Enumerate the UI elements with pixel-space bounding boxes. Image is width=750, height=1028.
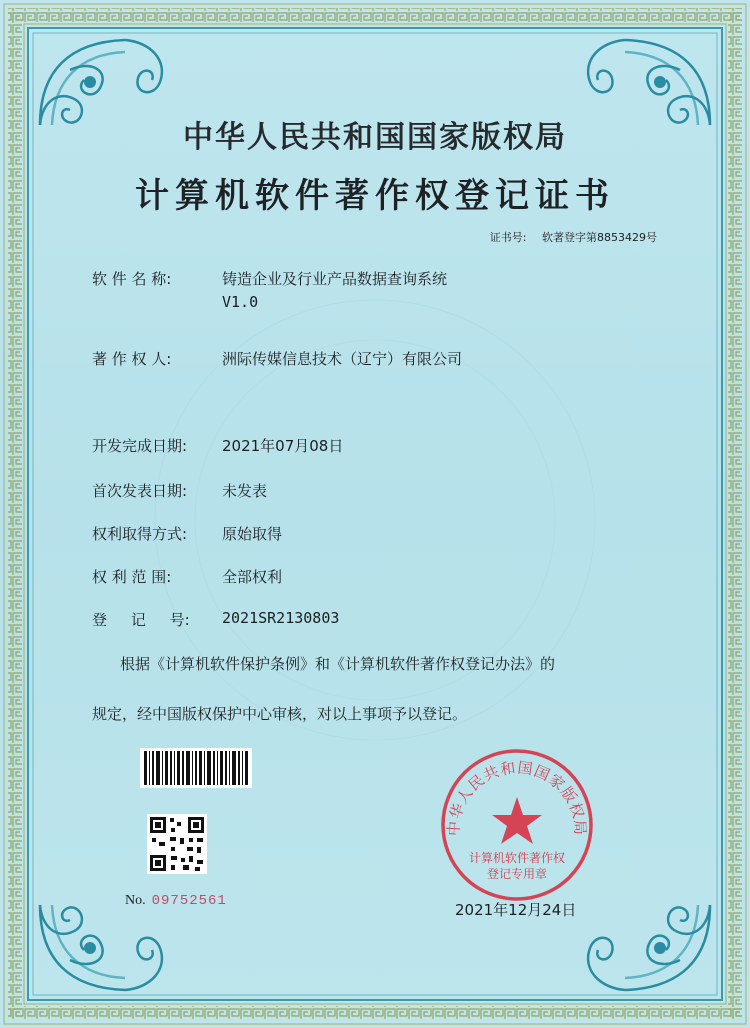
field-rights-scope — [92, 566, 282, 587]
issuer-title: 中华人民共和国国家版权局 — [183, 120, 567, 155]
certificate-number-label: 证书号: — [489, 231, 527, 244]
certificate-number — [490, 229, 657, 245]
serial-prefix: No. — [125, 893, 146, 908]
qr-code — [147, 814, 207, 874]
field-software-name — [92, 268, 447, 311]
serial-value: 09752561 — [151, 893, 227, 909]
field-label: 首次发表日期: — [92, 482, 188, 500]
field-first-publication — [92, 480, 267, 501]
field-label: 著 作 权 人: — [92, 350, 172, 368]
field-acquisition-method — [92, 523, 282, 544]
field-label: 开发完成日期: — [92, 437, 188, 455]
field-value-version: V1.0 — [222, 293, 259, 311]
seal-inner-line-1: 计算机软件著作权 — [468, 851, 566, 865]
statement-line-1: 根据《计算机软件保护条例》和《计算机软件著作权登记办法》的 — [120, 655, 556, 673]
certificate-number-value: 软著登字第8853429号 — [542, 231, 657, 244]
serial-number — [125, 893, 227, 909]
seal-inner-line-2: 登记专用章 — [486, 867, 548, 881]
field-copyright-owner — [92, 348, 462, 369]
issue-date: 2021年12月24日 — [455, 901, 577, 919]
field-value: 全部权利 — [222, 568, 283, 586]
field-value: 原始取得 — [222, 525, 283, 543]
field-value: 2021SR2130803 — [222, 609, 340, 627]
barcode — [140, 748, 252, 788]
corner-ornament-bottom-right — [570, 890, 720, 1000]
field-value: 洲际传媒信息技术（辽宁）有限公司 — [222, 350, 463, 368]
field-label: 权利取得方式: — [92, 525, 188, 543]
seal-outer-text: 中华人民共和国国家版权局 — [444, 758, 590, 837]
statement-line-2: 规定，经中国版权保护中心审核，对以上事项予以登记。 — [92, 705, 468, 723]
field-label: 登 记 号: — [92, 611, 190, 629]
field-value: 未发表 — [222, 482, 268, 500]
field-completion-date — [92, 435, 343, 456]
certificate-title: 计算机软件著作权登记证书 — [135, 176, 615, 216]
official-seal — [437, 745, 597, 905]
field-value: 铸造企业及行业产品数据查询系统 — [222, 270, 448, 288]
field-label: 权 利 范 围: — [92, 568, 172, 586]
field-label: 软 件 名 称: — [92, 270, 172, 288]
field-value: 2021年07月08日 — [222, 437, 344, 455]
field-registration-number — [92, 609, 339, 630]
